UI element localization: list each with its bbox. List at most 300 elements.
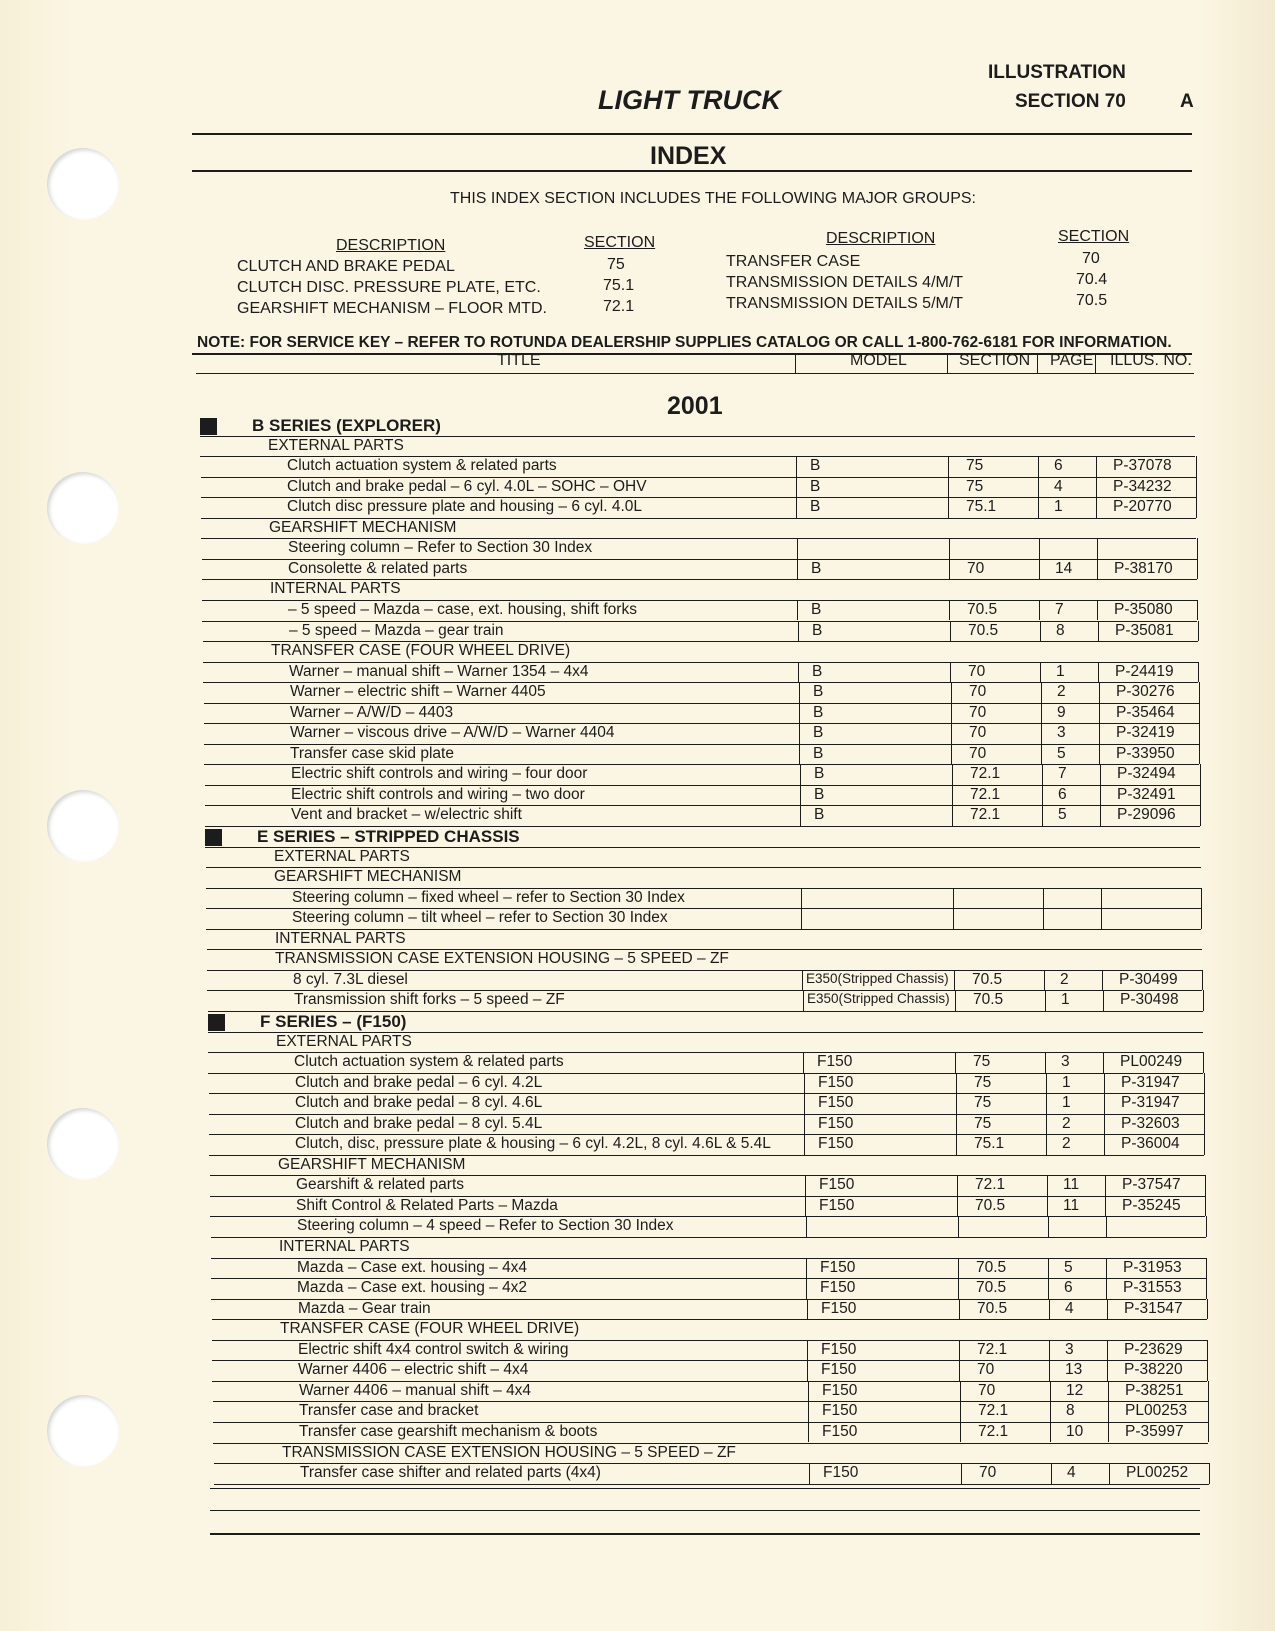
col-divider (799, 703, 800, 724)
cell-illus: P-35081 (1115, 621, 1174, 639)
col-divider (1104, 1114, 1105, 1135)
col-divider (806, 1278, 807, 1299)
item-title: Mazda – Case ext. housing – 4x4 (297, 1258, 528, 1276)
cell-illus: P-35080 (1114, 600, 1173, 618)
item-title: Warner 4406 – manual shift – 4x4 (299, 1381, 532, 1399)
col-divider (953, 908, 954, 929)
col-divider (1040, 621, 1041, 642)
col-divider (1038, 477, 1039, 498)
group-desc: TRANSMISSION DETAILS 5/M/T (726, 295, 964, 312)
group-heading: GEARSHIFT MECHANISM (274, 868, 462, 886)
col-divider (808, 1381, 809, 1402)
col-divider (796, 477, 797, 498)
cell-page: 6 (1054, 457, 1063, 475)
col-divider (1098, 662, 1099, 683)
cell-illus: P-30276 (1116, 683, 1175, 701)
catalog-title: LIGHT TRUCK (598, 85, 781, 115)
cell-section: 75 (974, 1073, 992, 1091)
col-divider (1100, 785, 1101, 806)
col-divider (797, 538, 798, 559)
cell-illus: P-32491 (1117, 785, 1176, 803)
cell-model: B (814, 765, 825, 783)
col-divider (1108, 1401, 1109, 1422)
cell-model: B (814, 785, 825, 803)
series-marker (205, 829, 222, 846)
col-divider (798, 662, 799, 683)
cell-section: 70 (979, 1464, 997, 1482)
col-divider (955, 990, 956, 1011)
col-divider (1096, 477, 1097, 498)
col-divider (1196, 477, 1197, 498)
cell-illus: P-38170 (1114, 559, 1173, 577)
col-divider (1209, 1463, 1210, 1484)
cell-model: B (811, 559, 822, 577)
group-section: 72.1 (603, 298, 635, 315)
cell-illus: P-36004 (1121, 1135, 1180, 1153)
cell-section: 70 (969, 703, 987, 721)
col-illus-no: ILLUS. NO. (1110, 352, 1192, 369)
group-heading: EXTERNAL PARTS (274, 847, 410, 865)
group-heading: INTERNAL PARTS (275, 929, 406, 947)
col-divider (1096, 497, 1097, 518)
col-divider (1101, 908, 1102, 929)
cell-model: B (813, 744, 824, 762)
cell-illus: P-30498 (1120, 991, 1179, 1009)
col-divider (1043, 888, 1044, 909)
cell-illus: P-38220 (1124, 1361, 1183, 1379)
section-label: SECTION 70 (1015, 91, 1126, 112)
item-title: Shift Control & Related Parts – Mazda (296, 1196, 558, 1214)
cell-page: 1 (1062, 1073, 1071, 1091)
group-desc: CLUTCH DISC. PRESSURE PLATE, ETC. (237, 279, 541, 296)
col-divider (1106, 1278, 1107, 1299)
col-divider (1105, 1196, 1106, 1217)
item-title: Electric shift 4x4 control switch & wiring (298, 1340, 569, 1358)
col-divider (1196, 456, 1197, 477)
col-divider (1042, 785, 1043, 806)
cell-illus: PL00253 (1125, 1402, 1188, 1420)
cell-section: 72.1 (977, 1340, 1008, 1358)
col-divider (805, 1196, 806, 1217)
cell-section: 70 (969, 744, 987, 762)
cell-illus: PL00249 (1120, 1053, 1183, 1071)
cell-model: F150 (822, 1422, 858, 1440)
cell-illus: P-23629 (1124, 1340, 1183, 1358)
col-divider (1203, 990, 1204, 1011)
cell-model: E350(Stripped Chassis) (807, 991, 950, 1007)
header-row-rule (196, 373, 1194, 374)
col-divider (952, 785, 953, 806)
series-heading: F SERIES – (F150) (260, 1011, 407, 1031)
col-divider (1197, 538, 1198, 559)
col-divider (951, 682, 952, 703)
col-divider (1200, 764, 1201, 785)
cell-model: F150 (819, 1196, 855, 1214)
col-divider (1048, 1258, 1049, 1279)
series-heading: E SERIES – STRIPPED CHASSIS (257, 827, 520, 846)
col-divider (1042, 764, 1043, 785)
cell-model: B (813, 724, 824, 742)
group-desc: GEARSHIFT MECHANISM – FLOOR MTD. (237, 300, 547, 317)
col-divider (1046, 1114, 1047, 1135)
cell-model: F150 (819, 1176, 855, 1194)
col-divider (1041, 682, 1042, 703)
item-title: Transfer case shifter and related parts (4x4) (300, 1464, 601, 1482)
cell-page: 4 (1054, 477, 1063, 495)
row-rule (214, 1484, 1209, 1485)
col-model: MODEL (850, 352, 907, 369)
col-divider (1108, 1422, 1109, 1443)
cell-page: 14 (1055, 559, 1073, 577)
col-divider (1051, 1463, 1052, 1484)
desc-header-left: DESCRIPTION (336, 237, 446, 254)
col-divider (958, 1216, 959, 1237)
cell-page: 7 (1055, 600, 1064, 618)
binder-hole (47, 790, 119, 862)
cell-section: 72.1 (970, 806, 1001, 824)
col-divider (1047, 1196, 1048, 1217)
col-divider (1039, 538, 1040, 559)
col-divider (805, 1175, 806, 1196)
col-divider (1106, 1216, 1107, 1237)
col-divider (799, 723, 800, 744)
cell-illus: P-31547 (1124, 1299, 1183, 1317)
col-divider (803, 1052, 804, 1073)
col-divider (949, 538, 950, 559)
col-divider (1038, 456, 1039, 477)
col-divider (1197, 600, 1198, 621)
col-divider (1099, 723, 1100, 744)
cell-section: 70.5 (973, 991, 1004, 1009)
cell-section: 70 (969, 724, 987, 742)
col-divider (950, 621, 951, 642)
col-divider (1048, 1278, 1049, 1299)
cell-illus: P-32494 (1117, 765, 1176, 783)
col-divider (954, 970, 955, 991)
cell-model: B (812, 621, 823, 639)
col-divider (1050, 1422, 1051, 1443)
col-divider (796, 497, 797, 518)
cell-illus: P-31947 (1121, 1094, 1180, 1112)
cell-model: F150 (818, 1114, 854, 1132)
group-heading: TRANSMISSION CASE EXTENSION HOUSING – 5 SPEED – ZF (275, 950, 729, 968)
col-divider (1202, 970, 1203, 991)
group-heading: TRANSFER CASE (FOUR WHEEL DRIVE) (280, 1320, 580, 1338)
col-divider (960, 1401, 961, 1422)
col-divider (1104, 1073, 1105, 1094)
col-divider (956, 1114, 957, 1135)
group-heading: EXTERNAL PARTS (276, 1032, 412, 1050)
col-divider (802, 970, 803, 991)
item-title: Electric shift controls and wiring – four door (291, 765, 588, 783)
cell-page: 1 (1054, 498, 1063, 516)
cell-model: F150 (823, 1464, 859, 1482)
group-heading: INTERNAL PARTS (270, 580, 401, 598)
cell-model: F150 (820, 1258, 856, 1276)
cell-section: 70 (978, 1381, 996, 1399)
cell-illus: P-31947 (1121, 1073, 1180, 1091)
cell-illus: P-37547 (1122, 1176, 1181, 1194)
group-desc: TRANSFER CASE (726, 253, 861, 270)
col-divider (1041, 703, 1042, 724)
col-divider (1049, 1299, 1050, 1320)
cell-page: 6 (1064, 1279, 1073, 1297)
col-divider (807, 1360, 808, 1381)
cell-section: 75.1 (974, 1135, 1005, 1153)
cell-page: 6 (1058, 785, 1067, 803)
cell-page: 7 (1058, 765, 1067, 783)
col-divider (957, 1196, 958, 1217)
cell-section: 70.5 (975, 1196, 1006, 1214)
cell-illus: P-32419 (1116, 724, 1175, 742)
cell-model: F150 (821, 1299, 857, 1317)
col-divider (1207, 1360, 1208, 1381)
item-title: Clutch, disc, pressure plate & housing – 6 cyl. 4.2L, 8 cyl. 4.6L & 5.4L (295, 1135, 771, 1153)
col-divider (1107, 1340, 1108, 1361)
item-title: Steering column – tilt wheel – refer to Section 30 Index (292, 909, 668, 927)
cell-page: 1 (1056, 662, 1065, 680)
cell-illus: P-29096 (1117, 806, 1176, 824)
cell-illus: P-31953 (1123, 1258, 1182, 1276)
col-divider (1096, 456, 1097, 477)
col-divider (1039, 559, 1040, 580)
item-title: Clutch actuation system & related parts (287, 457, 557, 475)
cell-page: 5 (1057, 744, 1066, 762)
cell-model: B (810, 457, 821, 475)
cell-section: 72.1 (970, 765, 1001, 783)
group-heading: GEARSHIFT MECHANISM (278, 1155, 466, 1173)
col-divider (1050, 1381, 1051, 1402)
col-divider (1206, 1278, 1207, 1299)
cell-illus: P-33950 (1116, 744, 1175, 762)
col-divider (1037, 354, 1038, 374)
section-header-right: SECTION (1058, 228, 1130, 245)
item-title: Steering column – Refer to Section 30 Index (288, 539, 593, 557)
col-divider (960, 1381, 961, 1402)
col-divider (799, 744, 800, 765)
col-divider (951, 703, 952, 724)
cell-model: F150 (821, 1361, 857, 1379)
bottom-rule (210, 1533, 1200, 1535)
cell-section: 75 (966, 477, 984, 495)
item-title: Clutch and brake pedal – 8 cyl. 5.4L (295, 1114, 543, 1132)
group-section: 75.1 (603, 277, 635, 294)
cell-section: 70.5 (976, 1279, 1007, 1297)
group-desc: TRANSMISSION DETAILS 4/M/T (726, 274, 964, 291)
index-rule (192, 170, 1192, 172)
col-divider (1201, 908, 1202, 929)
cell-model: F150 (818, 1094, 854, 1112)
col-divider (1100, 805, 1101, 826)
col-divider (800, 805, 801, 826)
col-divider (1097, 600, 1098, 621)
col-divider (807, 1340, 808, 1361)
cell-page: 8 (1066, 1402, 1075, 1420)
cell-model: B (814, 806, 825, 824)
service-key-note: NOTE: FOR SERVICE KEY – REFER TO ROTUNDA DEALERSHIP SUPPLIES CATALOG OR CALL 1-800-762-6181 FOR INFORMATION. (197, 334, 1172, 351)
col-divider (959, 1360, 960, 1381)
item-title: Clutch and brake pedal – 8 cyl. 4.6L (295, 1094, 543, 1112)
col-divider (951, 744, 952, 765)
col-divider (1199, 703, 1200, 724)
cell-page: 4 (1067, 1464, 1076, 1482)
cell-section: 75 (974, 1114, 992, 1132)
cell-page: 12 (1066, 1381, 1084, 1399)
col-divider (1107, 1360, 1108, 1381)
item-title: Transfer case and bracket (299, 1402, 479, 1420)
cell-page: 10 (1066, 1422, 1084, 1440)
col-divider (1104, 1134, 1105, 1155)
item-title: Warner – A/W/D – 4403 (290, 703, 454, 721)
cell-model: B (811, 600, 822, 618)
item-title: Steering column – 4 speed – Refer to Section 30 Index (297, 1217, 674, 1235)
group-heading: TRANSMISSION CASE EXTENSION HOUSING – 5 SPEED – ZF (282, 1443, 736, 1461)
col-divider (804, 1093, 805, 1114)
item-title: Clutch and brake pedal – 6 cyl. 4.2L (295, 1073, 543, 1091)
cell-page: 1 (1061, 991, 1070, 1009)
item-title: Vent and bracket – w/electric shift (291, 806, 522, 824)
col-divider (1205, 1175, 1206, 1196)
cell-model: F150 (821, 1340, 857, 1358)
binder-hole (47, 1108, 119, 1180)
item-title: Clutch disc pressure plate and housing – 6 cyl. 4.0L (287, 498, 642, 516)
item-title: Mazda – Case ext. housing – 4x2 (297, 1279, 528, 1297)
col-divider (804, 1073, 805, 1094)
cell-section: 72.1 (975, 1176, 1006, 1194)
col-divider (1198, 621, 1199, 642)
cell-page: 3 (1057, 724, 1066, 742)
col-divider (799, 682, 800, 703)
cell-page: 8 (1056, 621, 1065, 639)
cell-model: F150 (822, 1381, 858, 1399)
col-divider (809, 1463, 810, 1484)
item-title: Consolette & related parts (288, 559, 468, 577)
cell-page: 11 (1063, 1176, 1080, 1194)
cell-section: 72.1 (978, 1422, 1009, 1440)
col-divider (1107, 1299, 1108, 1320)
col-divider (804, 1114, 805, 1135)
col-divider (1207, 1340, 1208, 1361)
col-divider (1097, 538, 1098, 559)
col-divider (1046, 1093, 1047, 1114)
col-divider (1049, 1360, 1050, 1381)
col-divider (1103, 990, 1104, 1011)
col-divider (947, 354, 948, 374)
header-rule (192, 133, 1192, 135)
cell-section: 75 (966, 457, 984, 475)
group-section: 70.5 (1076, 292, 1108, 309)
item-title: Transfer case gearshift mechanism & boots (299, 1422, 598, 1440)
cell-page: 3 (1061, 1053, 1070, 1071)
item-title: Transfer case skid plate (290, 744, 454, 762)
cell-illus: P-35997 (1125, 1422, 1184, 1440)
cell-model: B (810, 498, 821, 516)
col-divider (797, 559, 798, 580)
col-divider (948, 497, 949, 518)
index-title: INDEX (650, 142, 727, 170)
cell-illus: P-37078 (1113, 457, 1172, 475)
cell-page: 11 (1063, 1196, 1080, 1214)
col-divider (1208, 1422, 1209, 1443)
cell-section: 70 (977, 1361, 995, 1379)
col-divider (1098, 621, 1099, 642)
col-divider (1045, 990, 1046, 1011)
illustration-label: ILLUSTRATION (988, 62, 1126, 83)
col-divider (796, 456, 797, 477)
col-divider (804, 1134, 805, 1155)
cell-section: 70 (969, 683, 987, 701)
cell-section: 70.5 (977, 1299, 1008, 1317)
col-divider (1109, 1463, 1110, 1484)
col-divider (808, 1401, 809, 1422)
group-heading: INTERNAL PARTS (279, 1238, 410, 1255)
cell-model: B (813, 683, 824, 701)
item-title: Electric shift controls and wiring – two door (291, 785, 585, 803)
col-divider (797, 600, 798, 621)
cell-section: 72.1 (970, 785, 1001, 803)
col-divider (1196, 497, 1197, 518)
col-divider (800, 764, 801, 785)
col-divider (1103, 1052, 1104, 1073)
page-letter: A (1180, 91, 1194, 112)
cell-model: F150 (817, 1053, 853, 1071)
cell-model: F150 (820, 1279, 856, 1297)
cell-illus: P-34232 (1113, 477, 1172, 495)
cell-illus: P-20770 (1113, 498, 1172, 516)
col-divider (1038, 497, 1039, 518)
col-divider (952, 805, 953, 826)
col-divider (1199, 682, 1200, 703)
col-divider (955, 1052, 956, 1073)
cell-illus: P-35245 (1122, 1196, 1181, 1214)
blank-line (210, 1488, 1200, 1489)
item-title: Steering column – fixed wheel – refer to Section 30 Index (292, 888, 685, 906)
col-divider (1046, 1134, 1047, 1155)
col-divider (951, 723, 952, 744)
cell-illus: PL00252 (1126, 1464, 1189, 1482)
cell-model: B (812, 662, 823, 680)
col-divider (1101, 888, 1102, 909)
group-desc: CLUTCH AND BRAKE PEDAL (237, 258, 455, 275)
cell-page: 2 (1060, 970, 1069, 988)
col-divider (1108, 1381, 1109, 1402)
col-divider (950, 662, 951, 683)
col-divider (958, 1258, 959, 1279)
col-divider (957, 1175, 958, 1196)
col-divider (948, 477, 949, 498)
cell-model: F150 (818, 1073, 854, 1091)
col-divider (1095, 354, 1096, 374)
note-rule (192, 353, 1192, 355)
cell-section: 75 (974, 1094, 992, 1112)
col-divider (1204, 1134, 1205, 1155)
cell-section: 70 (967, 559, 985, 577)
col-divider (1100, 764, 1101, 785)
col-divider (1208, 1401, 1209, 1422)
col-divider (961, 1463, 962, 1484)
col-divider (1099, 682, 1100, 703)
col-divider (1097, 559, 1098, 580)
col-divider (959, 1299, 960, 1320)
col-divider (1044, 970, 1045, 991)
cell-page: 2 (1062, 1135, 1071, 1153)
series-marker (208, 1014, 225, 1031)
cell-page: 2 (1057, 683, 1066, 701)
cell-page: 1 (1062, 1094, 1071, 1112)
col-divider (948, 456, 949, 477)
series-heading: B SERIES (EXPLORER) (252, 416, 441, 435)
item-title: – 5 speed – Mazda – gear train (289, 621, 504, 639)
